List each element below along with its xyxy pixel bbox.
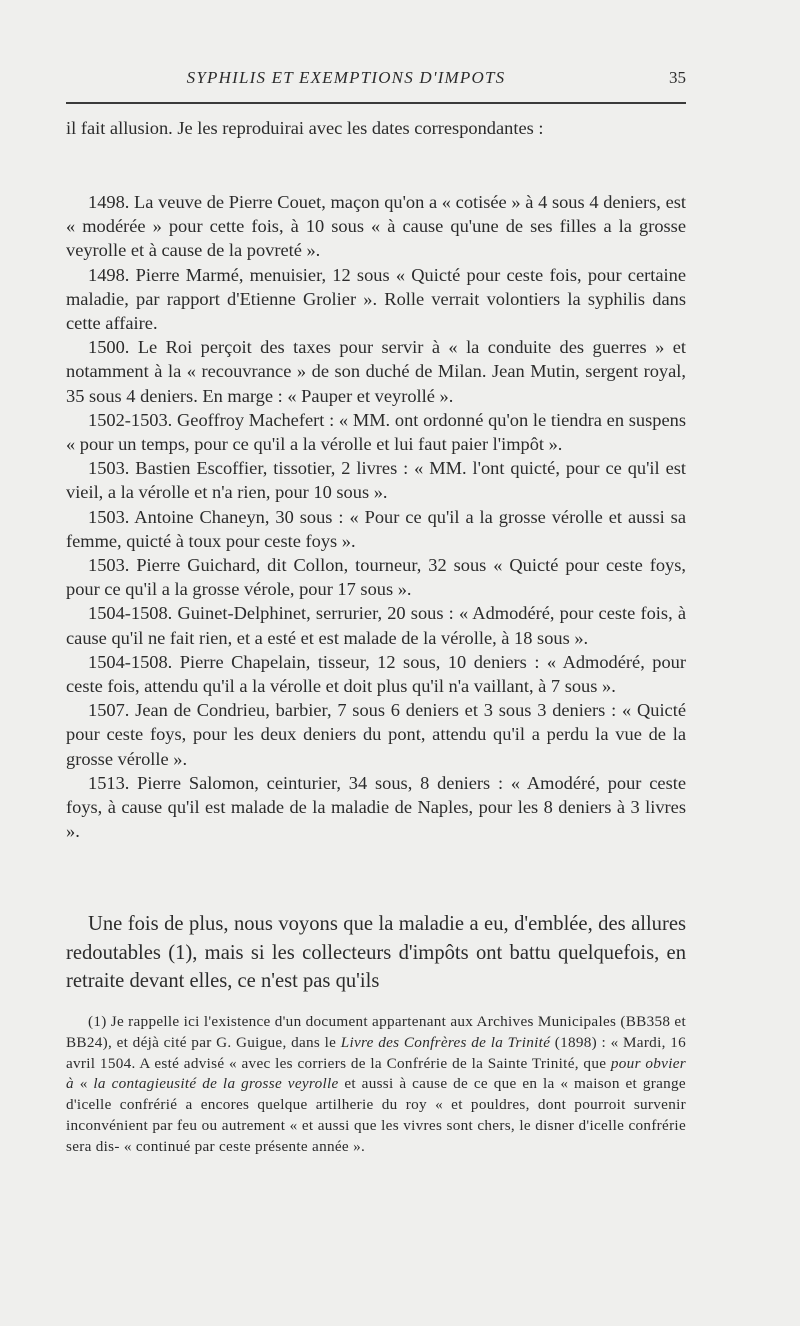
footnote-line-6: « maison et grange d'icelle confrérié a encores quelque artilherie du roy	[66, 1075, 686, 1114]
footnote-line-5: et aussi à cause de ce que en la	[344, 1075, 555, 1093]
footnote-book-title-part-2: des Confrères de la Trinité	[378, 1033, 551, 1051]
footnote-italic-contagieusite: la contagieusité de la grosse veyrolle	[93, 1075, 339, 1093]
entry-1502-machefert: 1502-1503. Geoffroy Machefert : « MM. ont ordonné qu'on le tiendra en suspens « pour un temps, pour ce qu'il a la vérolle et lui faut paier l'impôt ».	[66, 409, 686, 455]
running-title: SYPHILIS ET EXEMPTIONS D'IMPOTS	[186, 68, 506, 87]
entry-1503-guichard: 1503. Pierre Guichard, dit Collon, tourneur, 32 sous « Quicté pour ceste foys, pour ce qu'il a la grosse vérole, pour 17 sous ».	[66, 555, 686, 600]
intro-text: il fait allusion. Je les reproduirai avec les dates correspondantes :	[66, 118, 544, 138]
footnote-line-7: « et pouldres, dont pourroit survenir inconvénient par feu ou autrement	[66, 1096, 686, 1134]
conclusion-text: Une fois de plus, nous voyons que la maladie a eu, d'emblée, des allures redoutables (1), mais si les collecteurs d'impôts ont battu quelquefois, en retraite devant elles, ce n'est pas qu'ils	[66, 913, 686, 993]
entry-1504-chapelain: 1504-1508. Pierre Chapelain, tisseur, 12 sous, 10 deniers : « Admodéré, pour ceste fois, attendu qu'il a la vérolle et doit plus qu'il n'a vaillant, à 7 sous ».	[66, 651, 686, 697]
entry-1503-escoffier: 1503. Bastien Escoffier, tissotier, 2 livres : « MM. l'ont quicté, pour ce qu'il est vieil, a la vérolle et n'a rien, pour 10 sous ».	[66, 458, 686, 503]
footnote	[66, 1012, 686, 1158]
running-header	[66, 66, 686, 94]
entry-1504-delphinet: 1504-1508. Guinet-Delphinet, serrurier, 20 sous : « Admodéré, pour ceste fois, à cause qu'il ne fait rien, et a esté et est malade de la vérolle, à 18 sous ».	[66, 603, 686, 648]
footnote-line-8: « et aussi que les vivres sont chers, le disner d'icelle confrérie sera dis-	[66, 1116, 686, 1155]
footnote-italic-obvier: pour obvier à	[66, 1054, 686, 1093]
entry-1498-couet: 1498. La veuve de Pierre Couet, maçon qu'on a « cotisée » à 4 sous 4 deniers, est « modérée » pour cette fois, à 10 sous « à cause qu'une de ses filles a la grosse veyrolle et à cause de la povreté ».	[66, 192, 686, 261]
footnote-book-title-part-1: Livre	[340, 1033, 374, 1051]
entry-1500-mutin: 1500. Le Roi perçoit des taxes pour servir à « la conduite des guerres » et notamment à la « recouvrance » de son duché de Milan. Jean Mutin, sergent royal, 35 sous 4 deniers. En marge : « Pauper et veyrollé ».	[66, 337, 686, 406]
entry-1503-chaneyn: 1503. Antoine Chaneyn, 30 sous : « Pour ce qu'il a la grosse vérolle et aussi sa femme, quicté à toux pour ceste foys ».	[66, 506, 686, 551]
footnote-line-3: (1898) : « Mardi, 16 avril 1504. A esté advisé	[66, 1033, 686, 1072]
footnote-line-1: (1) Je rappelle ici l'existence d'un document appartenant aux Archives	[88, 1013, 534, 1030]
entry-1498-marme: 1498. Pierre Marmé, menuisier, 12 sous « Quicté pour ceste fois, pour certaine maladie, par rapport d'Etienne Grolier ». Rolle verrait volontiers la syphilis dans cette affaire.	[66, 264, 686, 334]
page-number: 35	[669, 68, 686, 87]
header-rule	[66, 102, 686, 104]
entry-1513-salomon: 1513. Pierre Salomon, ceinturier, 34 sous, 8 deniers : « Amodéré, pour ceste foys, à cause qu'il est malade de la maladie de Naples, pour les 8 deniers à 3 livres ».	[66, 772, 686, 842]
intro-paragraph	[66, 116, 686, 140]
conclusion-paragraph	[66, 910, 686, 996]
footnote-line-9: « continué par ceste présente année ».	[123, 1137, 366, 1155]
footnote-line-2: Municipales (BB358 et BB24), et déjà cité par G. Guigue, dans le	[66, 1013, 686, 1051]
footnote-text	[66, 1012, 686, 1158]
footnote-line-5-open: «	[79, 1075, 88, 1093]
entry-1507-condrieu: 1507. Jean de Condrieu, barbier, 7 sous 6 deniers et 3 sous 3 deniers : « Quicté pour ceste foys, pour les deux deniers du pont, attendu qu'il a perdu la vue de la grosse vérolle ».	[66, 700, 686, 769]
tax-entries	[66, 190, 686, 843]
footnote-line-4: « avec les corriers de la Confrérie de la Sainte Trinité, que	[229, 1054, 607, 1072]
